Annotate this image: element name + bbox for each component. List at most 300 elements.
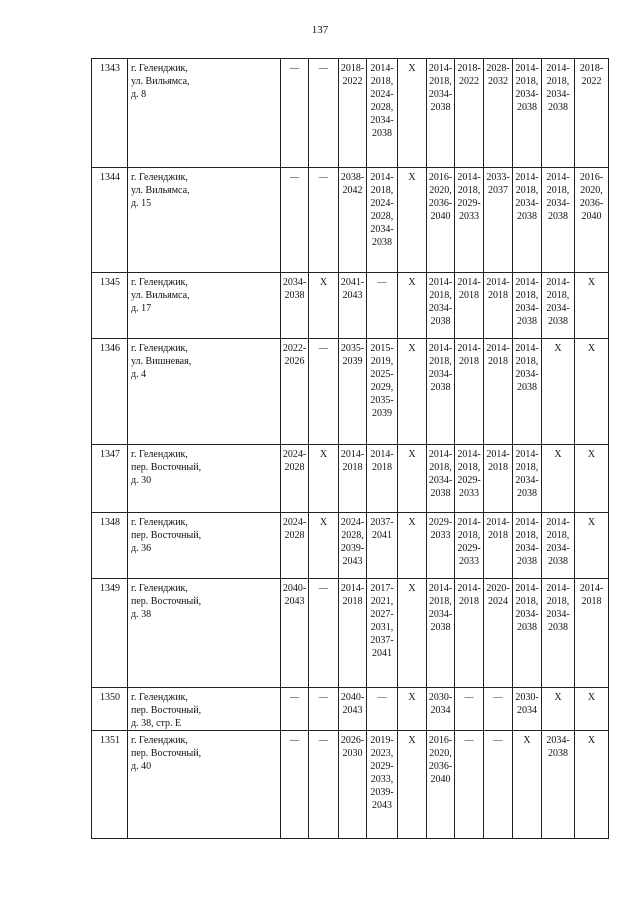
address-line: пер. Восточный,	[131, 748, 202, 759]
address-cell	[128, 731, 281, 839]
period-cell	[455, 445, 484, 513]
cell-value: —	[290, 172, 299, 182]
cell-value: 2042	[342, 185, 363, 196]
table-row	[92, 731, 609, 839]
cell-value: 2014-	[428, 583, 453, 594]
period-cell	[309, 731, 339, 839]
cell-value: X	[319, 517, 328, 528]
period-cell	[339, 513, 367, 579]
cell-value: 2040-	[282, 583, 307, 594]
cell-value: X	[408, 343, 416, 354]
cell-value: 2034-	[428, 89, 453, 100]
cell-value: 2014-	[546, 63, 570, 74]
address-line: ул. Вильямса,	[131, 185, 190, 196]
period-cell	[367, 339, 398, 445]
cell-value: 2043	[284, 596, 305, 607]
period-cell	[427, 513, 455, 579]
cell-value: X	[587, 517, 596, 528]
address-line: г. Геленджик,	[131, 343, 188, 354]
cell-value: 2034-	[282, 277, 307, 288]
period-cell	[542, 579, 575, 688]
cell-value: 2019,	[370, 356, 394, 367]
cell-value: 2032	[488, 76, 508, 87]
period-cell	[367, 445, 398, 513]
cell-value: 2018,	[546, 76, 570, 87]
period-cell	[542, 339, 575, 445]
cell-value: 2040	[430, 211, 451, 222]
period-cell	[427, 579, 455, 688]
period-cell	[427, 731, 455, 839]
cell-value: 2028,	[341, 530, 364, 541]
address-line: г. Геленджик,	[131, 692, 188, 703]
cell-value: 2034-	[546, 543, 570, 554]
period-cell	[455, 688, 484, 731]
period-cell	[484, 273, 513, 339]
cell-value: X	[319, 449, 328, 460]
cell-value: 2014-	[370, 449, 394, 460]
cell-value: 2014-	[428, 63, 453, 74]
row-number: 1347	[92, 445, 128, 513]
cell-value: —	[290, 692, 299, 702]
cell-value: 2034-	[546, 89, 570, 100]
period-cell	[575, 445, 609, 513]
cell-value: 2029-	[428, 517, 453, 528]
row-number: 1346	[92, 339, 128, 445]
period-cell	[455, 513, 484, 579]
cell-value: —	[377, 277, 387, 287]
table-row	[92, 339, 609, 445]
row-number: 1345	[92, 273, 128, 339]
address-line: д. 36	[131, 543, 152, 554]
cell-value: 2029-	[457, 198, 481, 209]
period-cell	[542, 513, 575, 579]
cell-value: —	[319, 692, 328, 702]
cell-value: 2018	[488, 462, 508, 473]
cell-value: X	[554, 692, 562, 703]
period-cell	[398, 513, 427, 579]
row-number: 1351	[92, 731, 128, 839]
cell-value: 2014-	[486, 343, 510, 354]
cell-value: 2018	[342, 596, 363, 607]
cell-value: 2043	[342, 705, 363, 716]
cell-value: 2018,	[546, 185, 570, 196]
cell-value: 2014-	[515, 449, 539, 460]
period-cell	[427, 59, 455, 168]
cell-value: 2014-	[546, 277, 570, 288]
address-cell	[128, 339, 281, 445]
cell-value: 2018	[342, 462, 363, 473]
cell-value: 2018	[459, 596, 479, 607]
period-cell	[309, 688, 339, 731]
period-cell	[367, 688, 398, 731]
cell-value: 2040	[581, 211, 602, 222]
period-cell	[281, 445, 309, 513]
cell-value: 2018,	[429, 596, 452, 607]
cell-value: 2038	[430, 622, 451, 633]
cell-value: 2018,	[370, 76, 394, 87]
cell-value: 2034-	[370, 115, 394, 126]
period-cell	[513, 731, 542, 839]
cell-value: 2018	[581, 596, 602, 607]
period-cell	[484, 579, 513, 688]
period-cell	[309, 59, 339, 168]
cell-value: 2034-	[428, 369, 453, 380]
period-cell	[427, 168, 455, 273]
cell-value: 2028	[284, 462, 305, 473]
period-cell	[513, 59, 542, 168]
cell-value: 2018	[459, 290, 479, 301]
address-line: пер. Восточный,	[131, 705, 202, 716]
address-line: пер. Восточный,	[131, 596, 202, 607]
cell-value: 2018	[459, 356, 479, 367]
cell-value: 2034-	[546, 609, 570, 620]
period-cell	[398, 273, 427, 339]
cell-value: 2033	[459, 488, 479, 499]
cell-value: 2018-	[457, 63, 481, 74]
cell-value: 2029-	[370, 761, 394, 772]
cell-value: 2034-	[428, 609, 453, 620]
address-line: д. 40	[131, 761, 152, 772]
cell-value: 2016-	[428, 172, 453, 183]
cell-value: 2038	[517, 382, 537, 393]
cell-value: 2038	[517, 488, 537, 499]
cell-value: X	[408, 735, 416, 746]
cell-value: 2014-	[340, 449, 365, 460]
cell-value: 2040-	[340, 692, 365, 703]
cell-value: 2018,	[429, 356, 452, 367]
cell-value: 2038	[548, 211, 568, 222]
cell-value: 2039-	[370, 787, 394, 798]
address-cell	[128, 579, 281, 688]
period-cell	[513, 168, 542, 273]
table-row	[92, 273, 609, 339]
cell-value: X	[408, 172, 416, 183]
address-line: г. Геленджик,	[131, 277, 188, 288]
cell-value: 2022	[581, 76, 602, 87]
cell-value: 2014-	[515, 63, 539, 74]
cell-value: 2014-	[486, 517, 510, 528]
cell-value: 2018,	[457, 530, 481, 541]
period-cell	[575, 731, 609, 839]
period-cell	[542, 445, 575, 513]
cell-value: 2038	[548, 748, 568, 759]
cell-value: 2038	[548, 556, 568, 567]
cell-value: 2014-	[515, 172, 539, 183]
address-cell	[128, 688, 281, 731]
cell-value: 2034-	[428, 475, 453, 486]
cell-value: 2028-	[486, 63, 510, 74]
cell-value: 2040	[430, 774, 451, 785]
period-cell	[513, 688, 542, 731]
cell-value: X	[408, 583, 416, 594]
period-cell	[309, 273, 339, 339]
cell-value: X	[554, 343, 562, 354]
cell-value: 2014-	[579, 583, 604, 594]
cell-value: 2029,	[370, 382, 394, 393]
cell-value: —	[464, 735, 474, 745]
cell-value: 2028,	[370, 102, 394, 113]
cell-value: 2021,	[370, 596, 394, 607]
address-line: д. 15	[131, 198, 152, 209]
cell-value: 2027-	[370, 609, 394, 620]
cell-value: 2033,	[370, 774, 394, 785]
cell-value: 2024-	[282, 517, 307, 528]
cell-value: 2014-	[457, 277, 481, 288]
cell-value: 2018,	[429, 76, 452, 87]
cell-value: 2014-	[340, 583, 365, 594]
period-cell	[513, 579, 542, 688]
period-cell	[398, 445, 427, 513]
cell-value: 2024-	[370, 89, 394, 100]
period-cell	[339, 579, 367, 688]
cell-value: 2018-	[579, 63, 604, 74]
address-line: д. 30	[131, 475, 152, 486]
period-cell	[455, 59, 484, 168]
cell-value: 2038	[548, 316, 568, 327]
table-row	[92, 513, 609, 579]
cell-value: 2035-	[340, 343, 365, 354]
table-body	[92, 59, 609, 839]
cell-value: —	[377, 692, 387, 702]
table-row	[92, 579, 609, 688]
cell-value: 2018,	[546, 530, 570, 541]
cell-value: —	[319, 172, 328, 182]
cell-value: 2014-	[515, 583, 539, 594]
period-cell	[398, 339, 427, 445]
cell-value: 2018	[372, 462, 392, 473]
cell-value: 2033	[459, 211, 479, 222]
period-cell	[513, 513, 542, 579]
address-line: г. Геленджик,	[131, 583, 188, 594]
schedule-table	[91, 58, 609, 839]
cell-value: 2038	[372, 128, 392, 139]
cell-value: 2018,	[515, 76, 539, 87]
cell-value: 2014-	[428, 277, 453, 288]
address-line: пер. Восточный,	[131, 530, 202, 541]
period-cell	[484, 688, 513, 731]
period-cell	[484, 339, 513, 445]
cell-value: 2018-	[340, 63, 365, 74]
row-number: 1344	[92, 168, 128, 273]
cell-value: 2038	[430, 316, 451, 327]
cell-value: X	[408, 692, 416, 703]
table-row	[92, 168, 609, 273]
period-cell	[575, 339, 609, 445]
cell-value: —	[493, 692, 503, 702]
cell-value: 2014-	[515, 343, 539, 354]
cell-value: 2036-	[428, 761, 453, 772]
cell-value: 2019-	[370, 735, 394, 746]
cell-value: 2034-	[428, 303, 453, 314]
address-line: д. 38, стр. Е	[131, 718, 182, 729]
period-cell	[281, 339, 309, 445]
cell-value: 2020,	[429, 748, 452, 759]
cell-value: 2043	[372, 800, 392, 811]
period-cell	[542, 59, 575, 168]
cell-value: 2034-	[515, 89, 539, 100]
cell-value: X	[408, 277, 416, 288]
cell-value: 2038	[430, 488, 451, 499]
period-cell	[427, 445, 455, 513]
address-line: д. 8	[131, 89, 147, 100]
cell-value: 2024-	[340, 517, 365, 528]
period-cell	[398, 168, 427, 273]
row-number: 1349	[92, 579, 128, 688]
cell-value: 2022-	[282, 343, 307, 354]
period-cell	[281, 513, 309, 579]
cell-value: 2031,	[370, 622, 394, 633]
cell-value: —	[464, 692, 474, 702]
period-cell	[367, 579, 398, 688]
period-cell	[339, 688, 367, 731]
cell-value: 2018	[488, 530, 508, 541]
cell-value: 2018,	[429, 290, 452, 301]
cell-value: X	[523, 735, 531, 746]
cell-value: 2014-	[486, 449, 510, 460]
cell-value: X	[408, 517, 416, 528]
cell-value: X	[587, 692, 596, 703]
row-number: 1350	[92, 688, 128, 731]
period-cell	[281, 731, 309, 839]
cell-value: 2034-	[515, 198, 539, 209]
cell-value: 2038	[548, 102, 568, 113]
cell-value: 2018,	[457, 185, 481, 196]
row-number: 1348	[92, 513, 128, 579]
cell-value: 2035-	[370, 395, 394, 406]
cell-value: 2023,	[370, 748, 394, 759]
cell-value: 2034-	[515, 303, 539, 314]
period-cell	[455, 273, 484, 339]
cell-value: 2043	[342, 556, 363, 567]
cell-value: —	[319, 63, 328, 73]
period-cell	[484, 59, 513, 168]
address-cell	[128, 168, 281, 273]
cell-value: 2030-	[428, 692, 453, 703]
cell-value: 2014-	[546, 172, 570, 183]
period-cell	[455, 579, 484, 688]
period-cell	[455, 339, 484, 445]
period-cell	[281, 59, 309, 168]
cell-value: 2014-	[457, 449, 481, 460]
address-line: ул. Вишневая,	[131, 356, 192, 367]
period-cell	[427, 688, 455, 731]
period-cell	[398, 59, 427, 168]
cell-value: 2015-	[370, 343, 394, 354]
cell-value: 2024-	[282, 449, 307, 460]
cell-value: —	[319, 735, 328, 745]
cell-value: —	[290, 63, 299, 73]
cell-value: 2043	[342, 290, 363, 301]
period-cell	[367, 59, 398, 168]
period-cell	[339, 339, 367, 445]
period-cell	[513, 273, 542, 339]
cell-value: 2029-	[457, 475, 481, 486]
cell-value: 2018,	[457, 462, 481, 473]
period-cell	[281, 688, 309, 731]
cell-value: 2014-	[546, 583, 570, 594]
cell-value: 2034-	[515, 369, 539, 380]
cell-value: 2018,	[515, 462, 539, 473]
cell-value: 2033	[430, 530, 451, 541]
cell-value: 2014-	[457, 517, 481, 528]
period-cell	[367, 513, 398, 579]
address-line: г. Геленджик,	[131, 172, 188, 183]
address-cell	[128, 445, 281, 513]
cell-value: 2018	[488, 290, 508, 301]
cell-value: 2014-	[457, 172, 481, 183]
cell-value: 2039	[372, 408, 392, 419]
cell-value: 2034	[430, 705, 451, 716]
cell-value: 2038	[548, 622, 568, 633]
cell-value: X	[587, 449, 596, 460]
cell-value: —	[319, 583, 328, 593]
cell-value: 2020-	[486, 583, 510, 594]
cell-value: 2028,	[370, 211, 394, 222]
period-cell	[339, 731, 367, 839]
table-row	[92, 688, 609, 731]
cell-value: 2018,	[546, 290, 570, 301]
row-number: 1343	[92, 59, 128, 168]
table-row	[92, 59, 609, 168]
cell-value: 2026	[284, 356, 305, 367]
period-cell	[398, 688, 427, 731]
address-cell	[128, 513, 281, 579]
period-cell	[513, 445, 542, 513]
address-line: пер. Восточный,	[131, 462, 202, 473]
page-number: 137	[311, 24, 329, 36]
period-cell	[575, 579, 609, 688]
period-cell	[398, 579, 427, 688]
cell-value: 2038	[517, 102, 537, 113]
cell-value: 2022	[459, 76, 479, 87]
cell-value: 2041-	[340, 277, 365, 288]
period-cell	[542, 273, 575, 339]
period-cell	[427, 339, 455, 445]
cell-value: —	[319, 343, 328, 353]
cell-value: X	[408, 63, 416, 74]
period-cell	[484, 513, 513, 579]
cell-value: 2014-	[457, 583, 481, 594]
cell-value: 2037-	[370, 517, 394, 528]
cell-value: 2038	[517, 316, 537, 327]
address-cell	[128, 59, 281, 168]
period-cell	[575, 59, 609, 168]
cell-value: 2038	[517, 622, 537, 633]
period-cell	[542, 731, 575, 839]
cell-value: 2018,	[429, 462, 452, 473]
period-cell	[542, 688, 575, 731]
address-line: д. 4	[131, 369, 147, 380]
cell-value: 2034-	[515, 609, 539, 620]
period-cell	[281, 273, 309, 339]
cell-value: 2024	[488, 596, 508, 607]
period-cell	[367, 731, 398, 839]
address-line: ул. Вильямса,	[131, 76, 190, 87]
table-row	[92, 445, 609, 513]
address-line: д. 17	[131, 303, 152, 314]
period-cell	[575, 168, 609, 273]
cell-value: 2014-	[515, 517, 539, 528]
cell-value: 2018,	[515, 185, 539, 196]
cell-value: 2025-	[370, 369, 394, 380]
cell-value: 2034-	[546, 198, 570, 209]
cell-value: 2014-	[546, 517, 570, 528]
cell-value: 2026-	[340, 735, 365, 746]
period-cell	[455, 731, 484, 839]
address-line: г. Геленджик,	[131, 63, 188, 74]
cell-value: 2018,	[515, 596, 539, 607]
cell-value: X	[587, 343, 596, 354]
